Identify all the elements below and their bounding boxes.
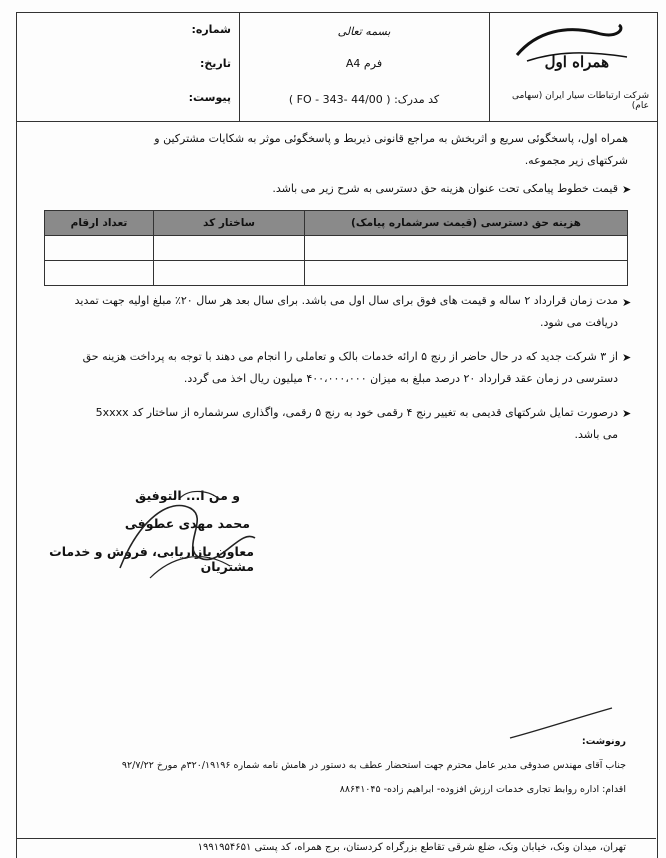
- table-header-cell: تعداد ارقام: [45, 211, 154, 236]
- table-header-cell: ساختار کد: [154, 211, 305, 236]
- bullet-text: قیمت خطوط پیامکی تحت عنوان هزینه حق دسترسی به شرح زیر می باشد.: [272, 182, 618, 195]
- cc-line: جناب آقای مهندس صدوقی مدیر عامل محترم جهت استحضار عطف به دستور در هامش نامه شماره ۳۲۰/۱۹۱۹۶م مورخ ۹۲/۷/۲۲: [121, 760, 626, 771]
- header-form-info: [239, 13, 489, 121]
- cc-label: رونوشت:: [581, 736, 626, 747]
- bullet-item: [40, 402, 618, 446]
- signer-title: معاون بازاریابی، فروش و خدمات مشتریان: [49, 544, 254, 574]
- pricing-table: [44, 210, 628, 286]
- intro-line: همراه اول، پاسخگوئی سریع و اثربخش به مراجع قانونی ذیربط و پاسخگوئی موثر به شکایات مشترکین و: [154, 132, 628, 145]
- date-label: تاریخ:: [199, 57, 231, 70]
- bullet-item: [40, 290, 618, 334]
- classification-text: بسمه تعالی: [337, 25, 391, 38]
- letter-header: [16, 12, 658, 122]
- bullet-arrow-icon: ➤: [622, 183, 632, 196]
- bullet-text: دریافت می شود.: [539, 316, 618, 329]
- bullet-arrow-icon: ➤: [622, 407, 632, 420]
- footer-address: تهران، میدان ونک، خیابان ونک، ضلع شرقی تقاطع بزرگراه کردستان، برج همراه، کد پستی ۱۹۹۱۹۵۴۶۵۱: [197, 842, 626, 853]
- handwritten-signature-icon: [80, 478, 280, 588]
- bullet-text: مدت زمان قرارداد ۲ ساله و قیمت های فوق برای سال اول می باشد. برای سال بعد هر سال ۲۰٪ مبلغ اولیه جهت تمدید: [74, 294, 618, 307]
- table-header-row: [45, 211, 628, 236]
- bullet-text: درصورت تمایل شرکتهای قدیمی به تغییر رنج ۴ رقمی خود به رنج ۵ رقمی، واگذاری سرشماره از ساختار کد 5xxxx: [95, 406, 618, 419]
- bullet-arrow-icon: ➤: [622, 351, 632, 364]
- intro-line: شرکتهای زیر مجموعه.: [524, 154, 628, 167]
- number-label: شماره:: [191, 23, 231, 36]
- bullet-item: [40, 178, 618, 200]
- company-name: شرکت ارتباطات سیار ایران (سهامی عام): [512, 91, 649, 111]
- table-cell: [45, 261, 154, 286]
- company-logo-block: [493, 13, 657, 121]
- logo-text: همراه اول: [544, 53, 609, 71]
- bullet-item: [40, 346, 618, 390]
- form-code: کد مدرک: ( FO - 343- 44/00 ): [288, 93, 440, 106]
- table-cell: [305, 236, 628, 261]
- table-cell: [305, 261, 628, 286]
- intro-paragraph: [40, 128, 628, 172]
- header-divider: [489, 13, 490, 121]
- table-cell: [154, 261, 305, 286]
- bullet-arrow-icon: ➤: [622, 296, 632, 309]
- bullet-text: از ۳ شرکت جدید که در حال حاضر از رنج ۵ ارائه خدمات بالک و تعاملی را انجام می دهند با توجه به پرداخت هزینه حق: [82, 350, 618, 363]
- bullet-text: دسترسی در زمان عقد قرارداد ۲۰ درصد مبلغ به میزان ۴۰۰،۰۰۰،۰۰۰ میلیون ریال اخذ می گردد.: [183, 372, 618, 385]
- bullet-text: می باشد.: [574, 428, 618, 441]
- header-meta: [17, 13, 239, 121]
- table-cell: [45, 236, 154, 261]
- form-size: فرم A4: [345, 57, 383, 70]
- footer-rule: [16, 838, 656, 839]
- closing-text: و من ا... التوفیق: [135, 488, 240, 503]
- signer-name: محمد مهدی عطوفی: [124, 516, 250, 531]
- table-header-cell: هزینه حق دسترسی (قیمت سرشماره پیامک): [305, 211, 628, 236]
- table-row: [45, 236, 628, 261]
- cc-line: اقدام: اداره روابط تجاری خدمات ارزش افزوده- ابراهیم زاده- ۸۸۶۴۱۰۴۵: [339, 784, 626, 795]
- table-row: [45, 261, 628, 286]
- table-cell: [154, 236, 305, 261]
- attachment-label: پیوست:: [188, 91, 231, 104]
